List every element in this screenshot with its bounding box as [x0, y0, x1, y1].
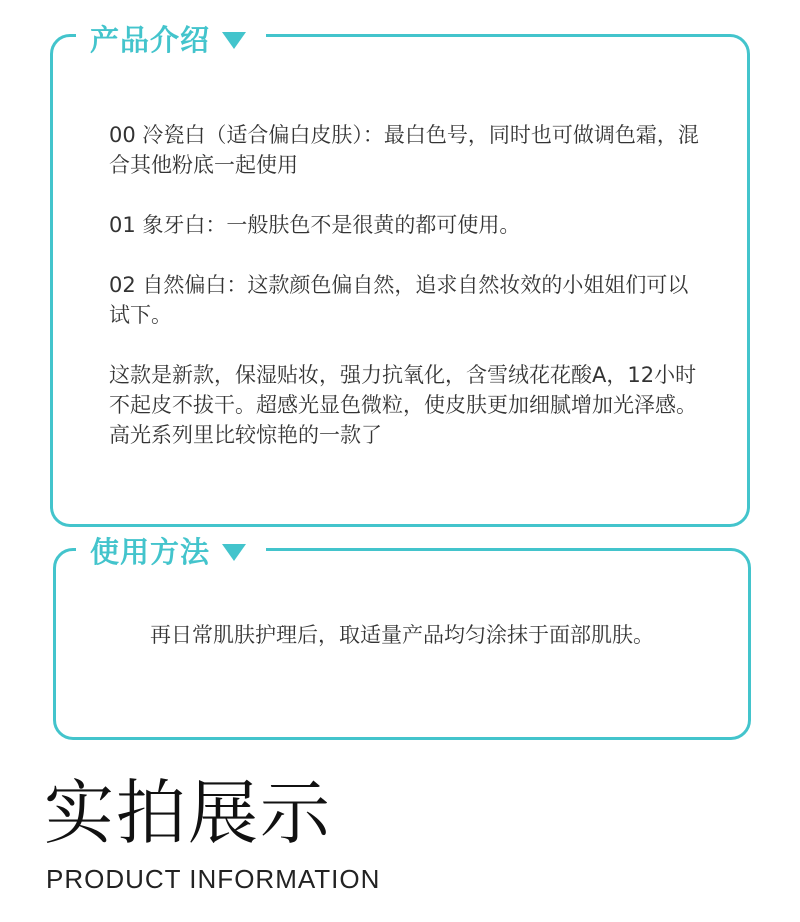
triangle-down-icon	[222, 32, 246, 49]
shade-01-description: 01 象牙白：一般肤色不是很黄的都可使用。	[109, 213, 521, 237]
product-intro-text	[109, 120, 709, 450]
product-intro-heading-label: 产品介绍	[90, 22, 211, 57]
usage-instructions: 再日常肌肤护理后，取适量产品均匀涂抹于面部肌肤。	[150, 623, 654, 647]
usage-heading-label: 使用方法	[90, 534, 211, 569]
product-intro-heading	[76, 20, 266, 56]
photo-section-subtitle: PRODUCT INFORMATION	[46, 864, 381, 894]
shade-00-description: 00 冷瓷白（适合偏白皮肤）：最白色号，同时也可做调色霜，混合其他粉底一起使用	[109, 123, 699, 177]
usage-heading	[76, 532, 266, 568]
triangle-down-icon	[222, 544, 246, 561]
shade-02-description: 02 自然偏白：这款颜色偏自然，追求自然妆效的小姐姐们可以试下。	[109, 273, 689, 327]
product-feature-description: 这款是新款，保湿贴妆，强力抗氧化，含雪绒花花酸A，12小时不起皮不拔干。超感光显色微粒，使皮肤更加细腻增加光泽感。高光系列里比较惊艳的一款了	[109, 363, 697, 447]
photo-section-title: 实拍展示	[44, 772, 332, 854]
